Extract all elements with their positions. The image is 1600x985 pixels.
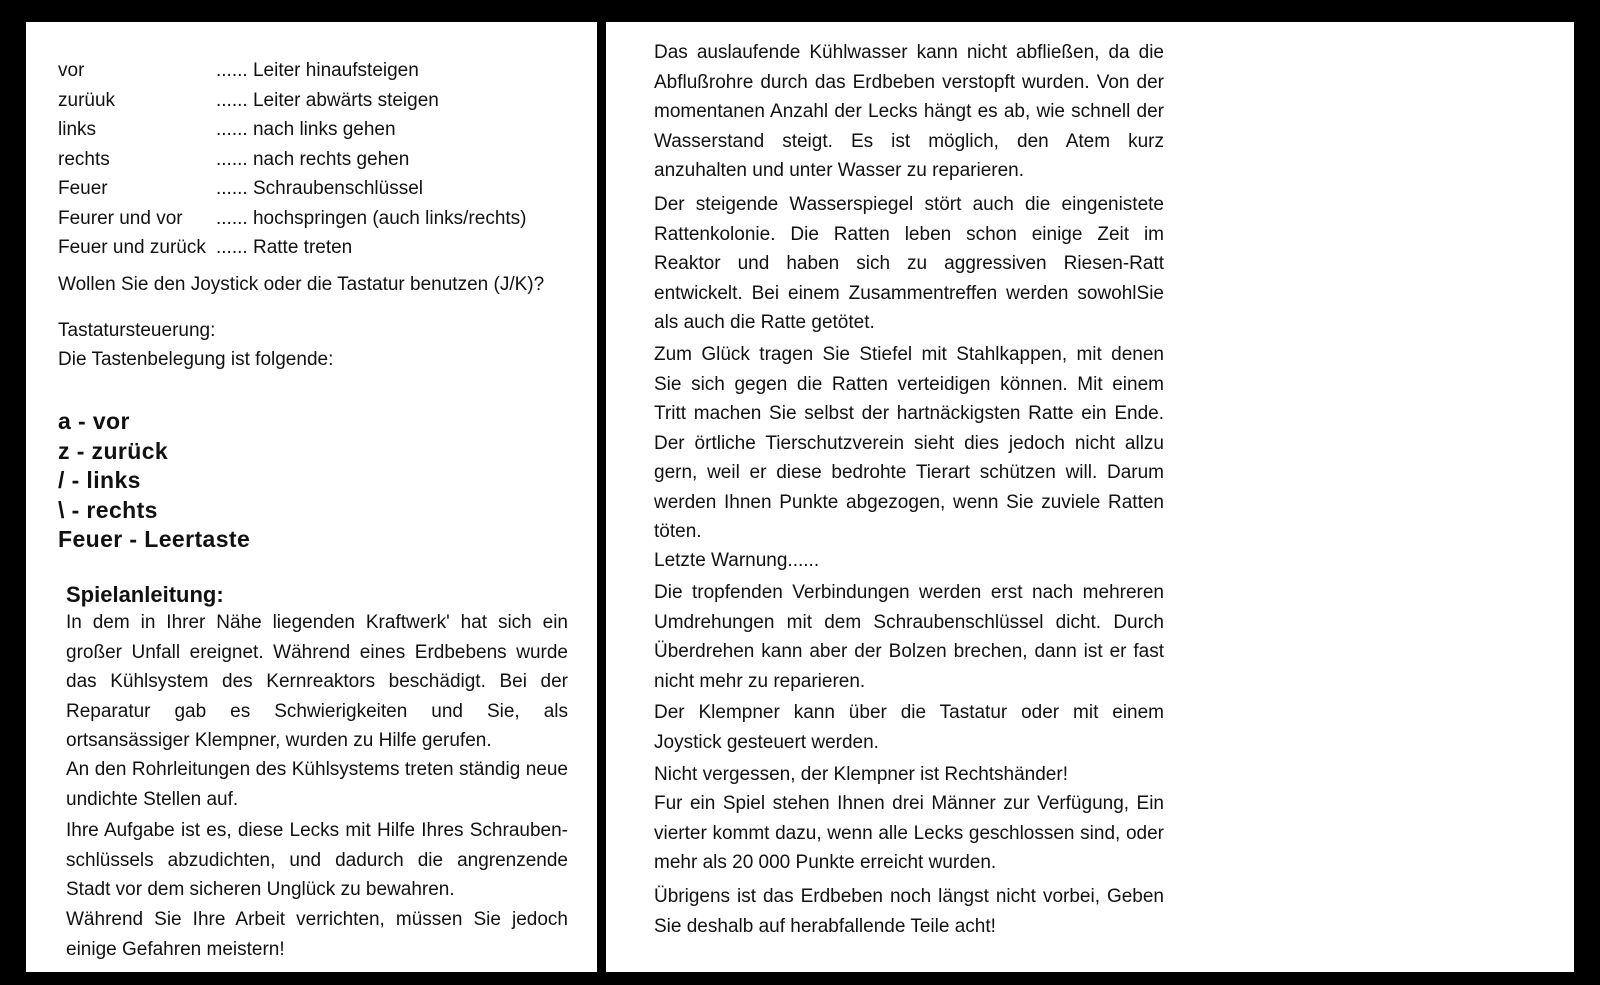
control-action	[216, 174, 423, 204]
control-action-text: Leiter hinaufsteigen	[252, 60, 419, 81]
control-action-text: Leiter abwärts steigen	[252, 89, 439, 111]
key-mapping-item: Feuer - Leertaste	[58, 526, 251, 552]
control-action-text: Schraubenschlüssel	[252, 178, 424, 199]
leader-dots: ......	[216, 207, 248, 229]
instruction-paragraph: An den Rohrleitungen des Kühlsystems treten ständig neue undichte Stellen auf.	[66, 759, 568, 810]
control-action	[216, 56, 419, 86]
section-title: Spielanleitung:	[66, 582, 224, 607]
leader-dots: ......	[216, 237, 248, 258]
keyboard-heading: Tastatursteuerung:	[58, 320, 216, 341]
control-action-text: Ratte treten	[252, 237, 353, 258]
control-key: links	[58, 119, 97, 140]
control-key: zurüuk	[58, 89, 116, 111]
key-mapping-item: z - zurück	[58, 437, 169, 464]
control-key: Feuer	[58, 178, 108, 199]
leader-dots: ......	[216, 119, 248, 140]
key-mapping-item: a - vor	[58, 408, 130, 434]
story-paragraph: Die tropfenden Verbindungen werden erst nach mehreren Umdrehungen mit dem Schraubenschlüssel dicht. Durch Überdrehen kann aber der Bolzen brechen, dann ist er fast nicht mehr zu reparieren.	[654, 582, 1164, 692]
control-action	[216, 204, 527, 234]
control-action	[216, 86, 439, 116]
story-paragraph: Nicht vergessen, der Klempner ist Rechtshänder!	[654, 764, 1068, 785]
control-action	[216, 145, 409, 175]
control-action-text: hochspringen (auch links/rechts)	[252, 207, 527, 229]
key-mapping-list	[58, 407, 250, 555]
story-paragraph: Letzte Warnung......	[654, 550, 820, 571]
instruction-paragraph: Während Sie Ihre Arbeit verrichten, müssen Sie jedoch einige Gefahren meistern!	[66, 909, 568, 960]
instruction-paragraph: In dem in Ihrer Nähe liegenden Kraftwerk' hat sich ein großer Unfall ereignet. Während eines Erdbebens wurde das Kühlsystem des Kernreaktors beschädigt. Bei der Reparatur gab es Schwierigkeiten und Sie, als ortsansässiger Klempner, wurden zu Hilfe gerufen.	[66, 612, 568, 751]
story-paragraph: Der steigende Wasserspiegel stört auch die eingenistete Rattenkolonie. Die Ratten leben schon einige Zeit im Reaktor und haben sich zu aggressiven Riesen-Ratt entwickelt. Bei einem Zusammentreffen werden sowohlSie als auch die Ratte getötet.	[654, 194, 1164, 333]
leader-dots: ......	[216, 60, 248, 81]
instruction-paragraph: Ihre Aufgabe ist es, diese Lecks mit Hilfe Ihres Schrauben-schlüssels abzudichten, und dadurch die angrenzende Stadt vor dem sicheren Unglück zu bewahren.	[66, 820, 568, 900]
keyboard-intro: Die Tastenbelegung ist folgende:	[58, 349, 334, 370]
story-paragraph: Das auslaufende Kühlwasser kann nicht abfließen, da die Abflußrohre durch das Erdbeben verstopft wurden. Von der momentanen Anzahl der Lecks hängt es ab, wie schnell der Wasserstand steigt. Es ist möglich, den Atem kurz anzuhalten und unter Wasser zu reparieren.	[654, 42, 1164, 181]
key-mapping-item: \ - rechts	[58, 496, 158, 523]
control-action	[216, 233, 352, 263]
control-key: rechts	[58, 148, 110, 170]
leader-dots: ......	[216, 148, 248, 170]
control-key: Feuer und zurück	[58, 237, 206, 258]
control-key: Feurer und vor	[58, 207, 183, 229]
right-page	[606, 22, 1574, 972]
left-page	[26, 22, 597, 972]
joystick-question: Wollen Sie den Joystick oder die Tastatur benutzen (J/K)?	[58, 274, 545, 295]
key-mapping-item: / - links	[58, 467, 141, 493]
control-action-text: nach rechts gehen	[252, 148, 410, 170]
control-key: vor	[58, 60, 85, 81]
story-paragraph: Übrigens ist das Erdbeben noch längst nicht vorbei, Geben Sie deshalb auf herabfallende Teile acht!	[654, 886, 1164, 937]
control-action-text: nach links gehen	[252, 119, 396, 140]
leader-dots: ......	[216, 89, 248, 111]
story-paragraph: Fur ein Spiel stehen Ihnen drei Männer zur Verfügung, Ein vierter kommt dazu, wenn alle Lecks geschlossen sind, oder mehr als 20 000 Punkte erreicht wurden.	[654, 793, 1164, 873]
leader-dots: ......	[216, 178, 248, 199]
story-paragraph: Der Klempner kann über die Tastatur oder mit einem Joystick gesteuert werden.	[654, 702, 1164, 753]
control-action	[216, 115, 396, 145]
story-paragraph: Zum Glück tragen Sie Stiefel mit Stahlkappen, mit denen Sie sich gegen die Ratten verteidigen können. Mit einem Tritt machen Sie selbst der hartnäckigsten Ratte ein Ende. Der örtliche Tierschutzverein sieht dies jedoch nicht allzu gern, weil er diese bedrohte Tierart schützen will. Darum werden Ihnen Punkte abgezogen, wenn Sie zuviele Ratten töten.	[654, 344, 1164, 542]
